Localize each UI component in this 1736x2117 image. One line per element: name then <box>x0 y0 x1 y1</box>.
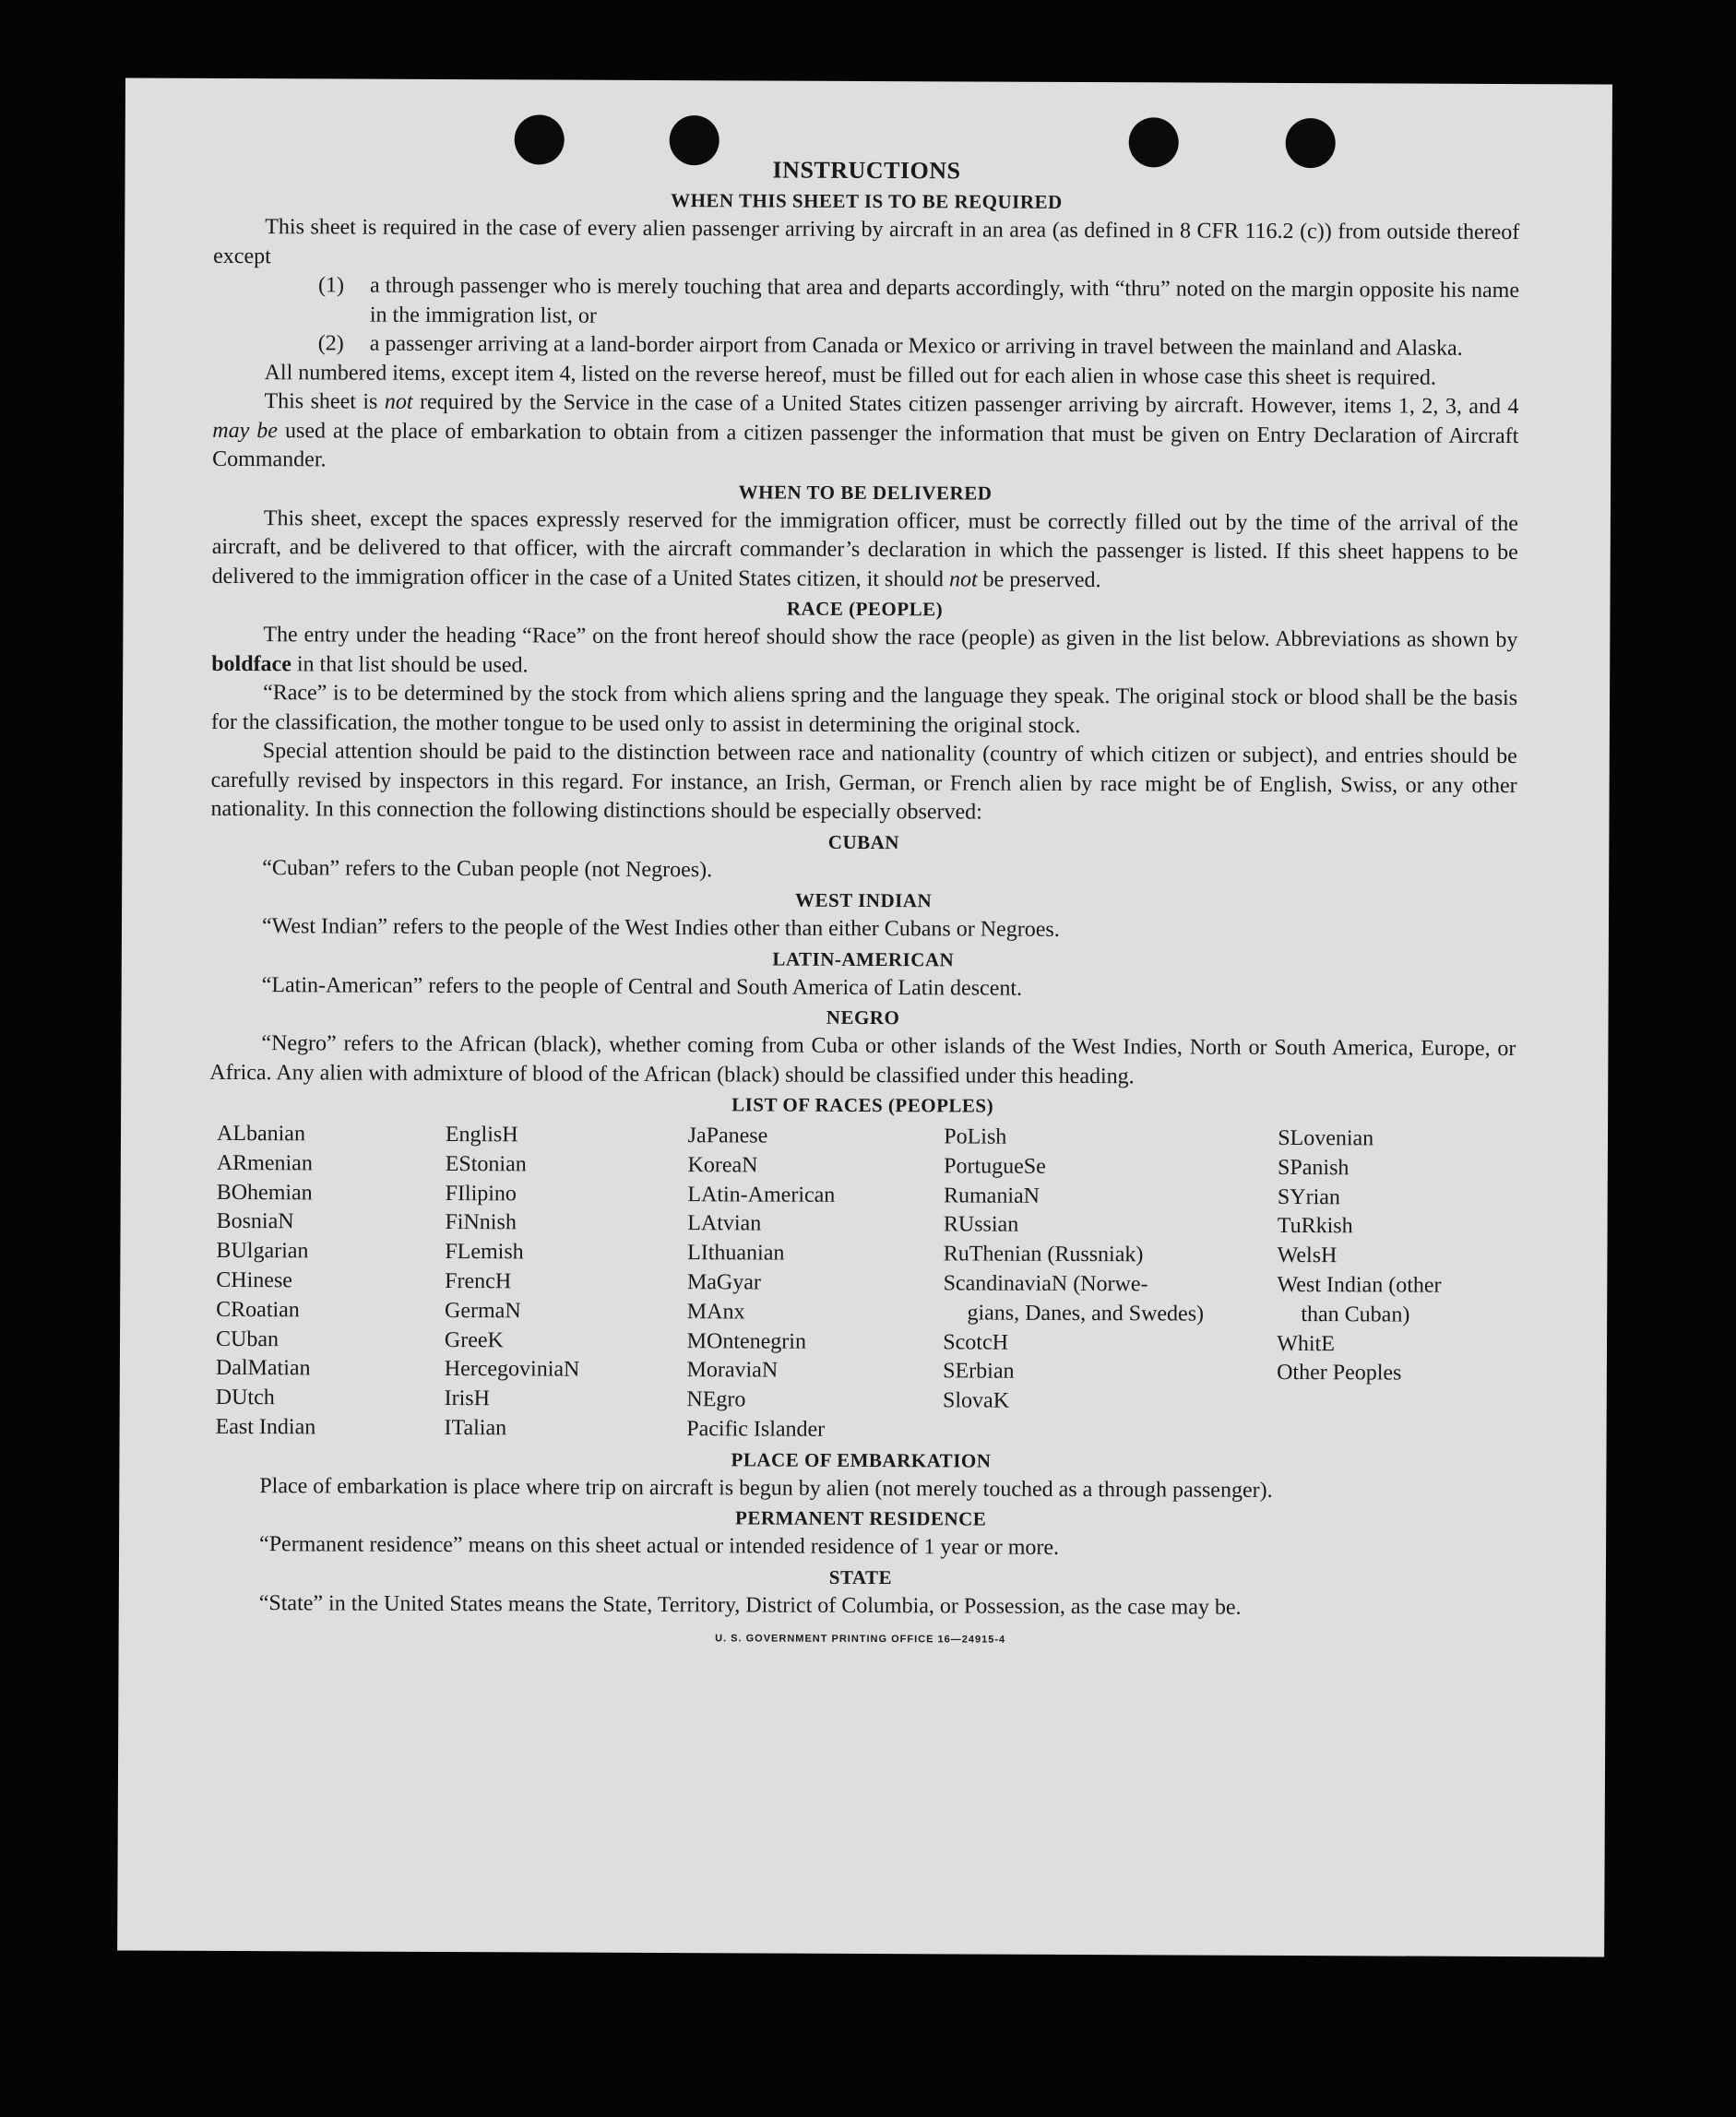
item-number: (1) <box>317 273 345 298</box>
race-entry: DUtch <box>215 1386 275 1410</box>
race-entry: ITalian <box>444 1415 507 1441</box>
text-run: in that list should be used. <box>291 651 529 677</box>
paragraph: This sheet is required in the case of every alien passenger arriving by aircraft in an area (as defined in 8 CFR 116.2 (c)) from outside thereof except <box>213 215 1520 268</box>
races-column <box>1277 1124 1516 1448</box>
race-entry: KoreaN <box>687 1152 758 1178</box>
races-column <box>216 1120 446 1444</box>
paragraph: “Race” is to be determined by the stock from which aliens spring and the language they speak. The original stock or blood shall be the basis for the classification, the mother tongue to be used only to assist in determining the original stock. <box>210 681 1518 738</box>
paragraph: “State” in the United States means the State, Territory, District of Columbia, or Possession, as the case may be. <box>258 1590 1242 1620</box>
race-entry: MAnx <box>686 1299 745 1325</box>
race-entry: CRoatian <box>216 1297 300 1323</box>
race-entry: EnglisH <box>445 1123 518 1148</box>
paragraph: “Negro” refers to the African (black), whether coming from Cuba or other islands of the West Indies, North or South America, Europe, or Africa. Any alien with admixture of blood of the African (black) should be classified under this heading. <box>209 1031 1516 1088</box>
heading-place-of-embarkation: PLACE OF EMBARKATION <box>731 1448 992 1472</box>
italic-run: may be <box>212 418 279 443</box>
race-entry: BosniaN <box>216 1209 294 1234</box>
heading-negro: NEGRO <box>826 1005 900 1029</box>
italic-run: not <box>948 566 978 592</box>
paragraph: “Cuban” refers to the Cuban people (not Negroes). <box>262 855 713 882</box>
race-entry: PoLish <box>944 1124 1007 1149</box>
heading-permanent-residence: PERMANENT RESIDENCE <box>735 1506 987 1530</box>
item-text: a through passenger who is merely touching that area and departs accordingly, with “thru” noted on the margin opposite his name in the immigration list, or <box>369 273 1520 328</box>
race-entry: BOhemian <box>216 1180 313 1205</box>
race-entry-continuation: than Cuban) <box>1301 1302 1410 1327</box>
race-entry: LIthuanian <box>687 1241 785 1266</box>
exception-list <box>213 271 1519 364</box>
races-column <box>686 1122 944 1445</box>
race-entry: LAtin-American <box>687 1182 836 1207</box>
race-entry: FLemish <box>445 1240 524 1265</box>
races-column <box>943 1123 1278 1446</box>
race-entry: LAtvian <box>687 1211 762 1236</box>
race-entry: Pacific Islander <box>686 1417 826 1442</box>
paragraph: Place of embarkation is place where trip on aircraft is begun by alien (not merely touched as a through passenger). <box>259 1473 1273 1503</box>
item-text: a passenger arriving at a land-border airport from Canada or Mexico or arriving in travel between the mainland and Alaska. <box>369 331 1463 361</box>
race-entry: PortugueSe <box>944 1154 1046 1179</box>
race-entry: MoraviaN <box>686 1358 779 1383</box>
race-entry: CHinese <box>216 1267 293 1293</box>
heading-race: RACE (PEOPLE) <box>786 597 944 621</box>
printer-imprint: U. S. GOVERNMENT PRINTING OFFICE 16—24915-4 <box>715 1633 1006 1646</box>
race-entry: GermaN <box>445 1298 521 1324</box>
race-entry: ScandinaviaN (Norwe- <box>943 1271 1148 1297</box>
race-entry: FrencH <box>445 1268 512 1294</box>
text-run: be preserved. <box>977 567 1101 592</box>
race-entry: East Indian <box>215 1414 316 1440</box>
race-entry: RuThenian (Russniak) <box>943 1242 1144 1267</box>
race-entry: GreeK <box>444 1327 504 1352</box>
race-entry: JaPanese <box>687 1124 768 1148</box>
race-entry: DalMatian <box>215 1356 311 1381</box>
text-run: The entry under the heading “Race” on the front hereof should show the race (people) as given in the list below. Abbreviations as shown by <box>263 623 1518 653</box>
races-table <box>216 1120 1516 1448</box>
item-number: (2) <box>317 331 344 356</box>
heading-cuban: CUBAN <box>827 830 900 853</box>
paragraph <box>211 621 1517 684</box>
race-entry: SErbian <box>943 1359 1015 1385</box>
paragraph: “Latin-American” refers to the people of Central and South America of Latin descent. <box>261 972 1023 1001</box>
page-title: INSTRUCTIONS <box>772 156 961 184</box>
heading-state: STATE <box>828 1565 893 1588</box>
race-entry: WelsH <box>1277 1243 1338 1268</box>
heading-west-indian: WEST INDIAN <box>795 888 933 912</box>
instructions-content <box>208 154 1520 1647</box>
race-entry: RumaniaN <box>943 1183 1040 1208</box>
bold-run: boldface <box>211 651 291 676</box>
race-entry: SPanish <box>1278 1155 1350 1181</box>
race-entry: FIlipino <box>445 1181 517 1206</box>
paragraph <box>212 387 1518 481</box>
race-entry: Other Peoples <box>1277 1361 1402 1386</box>
paragraph: Special attention should be paid to the distinction between race and nationality (country of which citizen or subject), and entries should be carefully revised by inspectors in this regard. For instance, an Irish, German, or French alien by race might be of English, Swiss, or any other nationality. In this connection the following distinctions should be especially observed: <box>210 739 1517 825</box>
race-entry: WhitE <box>1277 1331 1335 1356</box>
race-entry: NEgro <box>686 1387 746 1412</box>
race-entry: SYrian <box>1277 1184 1341 1209</box>
paragraph: “West Indian” refers to the people of the West Indies other than either Cubans or Negroes. <box>261 914 1060 942</box>
race-entry: RUssian <box>943 1212 1019 1238</box>
race-entry: BUlgarian <box>216 1239 309 1264</box>
race-entry-continuation: gians, Danes, and Swedes) <box>967 1301 1205 1326</box>
italic-run: not <box>384 389 413 414</box>
paragraph <box>212 504 1518 597</box>
race-entry: IrisH <box>444 1386 491 1411</box>
race-entry: ARmenian <box>216 1150 313 1176</box>
list-item <box>213 271 1519 335</box>
race-entry: West Indian (other <box>1277 1272 1442 1298</box>
race-entry: ALbanian <box>216 1121 306 1147</box>
race-entry: FiNnish <box>445 1210 517 1235</box>
race-entry: SLovenian <box>1278 1125 1374 1151</box>
races-column <box>444 1121 687 1445</box>
heading-latin-american: LATIN-AMERICAN <box>772 947 955 970</box>
text-run: This sheet is <box>264 389 385 414</box>
text-run: This sheet, except the spaces expressly reserved for the immigration officer, must be correctly filled out by the time of the arrival of the aircraft, and be delivered to that officer, with the aircraft commander’s declaration in which the passenger is listed. If this sheet happens to be delivered to the immigration officer in the case of a United States citizen, it should <box>211 505 1518 591</box>
race-entry: ScotcH <box>943 1329 1009 1355</box>
paragraph: All numbered items, except item 4, listed on the reverse hereof, must be filled out for each alien in whose case this sheet is required. <box>264 360 1436 390</box>
race-entry: CUban <box>215 1326 279 1351</box>
race-entry: TuRkish <box>1277 1214 1353 1239</box>
race-entry: SlovaK <box>942 1388 1010 1413</box>
race-entry: MOntenegrin <box>686 1328 807 1354</box>
text-run: required by the Service in the case of a United States citizen passenger arriving by aircraft. However, items 1, 2, 3, and 4 <box>412 389 1519 420</box>
heading-when-required: WHEN THIS SHEET IS TO BE REQUIRED <box>671 189 1063 213</box>
race-entry: HercegoviniaN <box>444 1357 580 1383</box>
paragraph: “Permanent residence” means on this sheet actual or intended residence of 1 year or more. <box>259 1532 1060 1561</box>
race-entry: MaGyar <box>686 1270 761 1295</box>
heading-when-delivered: WHEN TO BE DELIVERED <box>738 480 993 505</box>
heading-list-of-races: LIST OF RACES (PEOPLES) <box>731 1093 994 1117</box>
race-entry: EStonian <box>445 1151 527 1177</box>
document-sheet <box>117 77 1612 1956</box>
text-run: used at the place of embarkation to obtain from a citizen passenger the information that must be given on Entry Declaration of Aircraft Commander. <box>212 418 1519 472</box>
